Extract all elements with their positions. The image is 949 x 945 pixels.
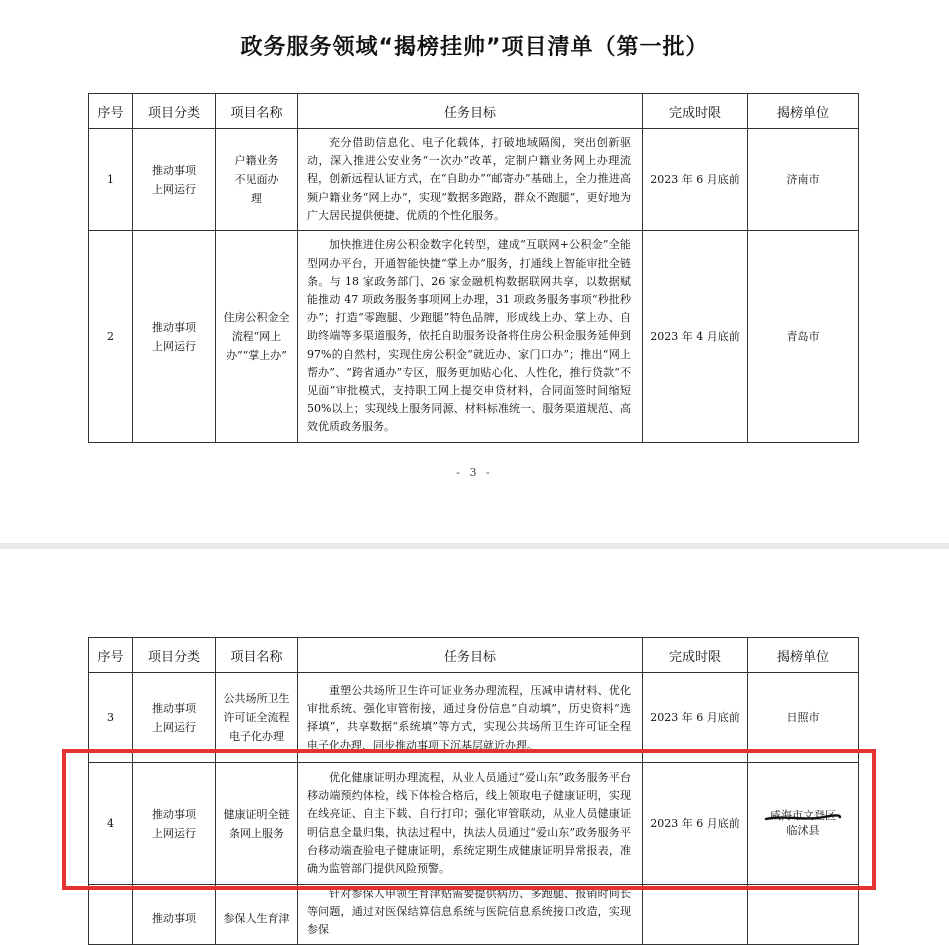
row-category: 推动事项上网运行: [133, 129, 216, 231]
header-name: 项目名称: [216, 638, 298, 673]
row-deadline: 2023 年 6 月底前: [643, 129, 748, 231]
row-index: 2: [89, 231, 133, 443]
table-header-row: [89, 94, 859, 129]
header-index: 序号: [89, 94, 133, 129]
table-row: [89, 129, 859, 231]
table-row: [89, 885, 859, 945]
header-category: 项目分类: [133, 94, 216, 129]
row-category: 推动事项上网运行: [133, 673, 216, 763]
row-unit: [748, 763, 859, 885]
document-page-2: [0, 549, 949, 937]
row-goal: [298, 129, 643, 231]
row-deadline: 2023 年 6 月底前: [643, 763, 748, 885]
header-goal: 任务目标: [298, 94, 643, 129]
row-name: 公共场所卫生许可证全流程电子化办理: [216, 673, 298, 763]
row-goal-clip: [307, 682, 631, 756]
unit-line-2: 临沭县: [786, 823, 820, 837]
page-number: - 3 -: [456, 466, 493, 479]
row-goal: [298, 673, 643, 763]
row-goal-text: 加快推进住房公积金数字化转型，建成“互联网+公积金”全能型网办平台，开通智能快捷“掌上办”服务，打通线上智能审批全链条。与 18 家政务部门、26 家金融机构数据联网共享，以数据赋能推动 47 项政务服务事项网上办理，31 项政务服务事项“秒批秒办”；打造“零跑腿、少跑腿”特色品牌，形成线上办、掌上办、自助终端等多渠道服务，依托自助服务设备将住房公积金服务延伸到 97%的自然村，实现住房公积金“就近办、家门口办”；推出“网上帮办”、“跨省通办”专区，服务更加贴心化、人性化，推行贷款“不见面”审批模式，支持职工网上提交申贷材料，合同面签时间缩短 50%以上；实现线上服务同源、材料标准统一、服务渠道规范、高效优质政务服务。: [307, 238, 631, 434]
header-name: 项目名称: [216, 94, 298, 129]
row-name: 参保人生育津: [216, 885, 298, 945]
header-category: 项目分类: [133, 638, 216, 673]
row-unit: 青岛市: [748, 231, 859, 443]
project-table-page2: [88, 637, 859, 945]
row-index: 3: [89, 673, 133, 763]
header-unit: 揭榜单位: [748, 94, 859, 129]
row-goal: [298, 763, 643, 885]
row-goal-text: 充分借助信息化、电子化载体，打破地域隔阂，突出创新驱动，深入推进公安业务“一次办”改革，定制户籍业务网上办理流程，创新远程认证方式，在“自助办”“邮寄办”基础上，全力推进高频户籍业务“网上办”，实现“数据多跑路，群众不跑腿”，更好地为广大居民提供便捷、优质的个性化服务。: [307, 135, 631, 222]
row-deadline: 2023 年 6 月底前: [643, 673, 748, 763]
pen-strike-mark: [764, 814, 842, 822]
header-goal: 任务目标: [298, 638, 643, 673]
row-goal-text: 优化健康证明办理流程，从业人员通过“爱山东”政务服务平台移动端预约体检，线下体检合格后，线上领取电子健康证明，实现在线亮证、自主下载、自行打印；强化审管联动，从业人员健康证明信息全量归集，执法过程中，执法人员通过“爱山东”政务服务平台移动端查验电子健康证明，系统定期生成健康证明异常报表，准确为监管部门提供风险预警。: [307, 770, 631, 875]
table-row: [89, 763, 859, 885]
unit-line-1: 威海市文登区: [770, 808, 836, 822]
row-index: 4: [89, 763, 133, 885]
row-name: 健康证明全链条网上服务: [216, 763, 298, 885]
row-deadline: 2023 年 4 月底前: [643, 231, 748, 443]
row-goal-text: 重塑公共场所卫生许可证业务办理流程，压减申请材料、优化审批系统、强化审管衔接，通过身份信息“自动填”，历史资料“选择填”，共享数据“系统填”等方式，实现公共场所卫生许可证全程电子化办理，同步推动事项下沉基层就近办理。: [307, 684, 631, 752]
table-row: [89, 673, 859, 763]
header-unit: 揭榜单位: [748, 638, 859, 673]
row-name: 户籍业务不见面办理: [216, 129, 298, 231]
row-deadline: [643, 885, 748, 945]
row-goal: [298, 885, 643, 945]
row-unit: 济南市: [748, 129, 859, 231]
project-table-page1: [88, 93, 859, 443]
table-row: [89, 231, 859, 443]
header-deadline: 完成时限: [643, 638, 748, 673]
row-goal-text: 针对参保人申领生育津贴需要提供病历、多跑腿、报销时间长等问题，通过对医保结算信息系统与医院信息系统接口改造，实现参保: [307, 887, 631, 937]
row-index: 1: [89, 129, 133, 231]
document-title: 政务服务领域“揭榜挂帅”项目清单（第一批）: [240, 35, 709, 60]
row-unit: 日照市: [748, 673, 859, 763]
row-index: [89, 885, 133, 945]
unit-annotated: [770, 808, 836, 838]
table-header-row: [89, 638, 859, 673]
row-category: 推动事项: [133, 885, 216, 945]
row-category: 推动事项上网运行: [133, 231, 216, 443]
header-index: 序号: [89, 638, 133, 673]
row-goal: [298, 231, 643, 443]
row-category: 推动事项上网运行: [133, 763, 216, 885]
row-unit: [748, 885, 859, 945]
header-deadline: 完成时限: [643, 94, 748, 129]
row-name: 住房公积金全流程“网上办”“掌上办”: [216, 231, 298, 443]
